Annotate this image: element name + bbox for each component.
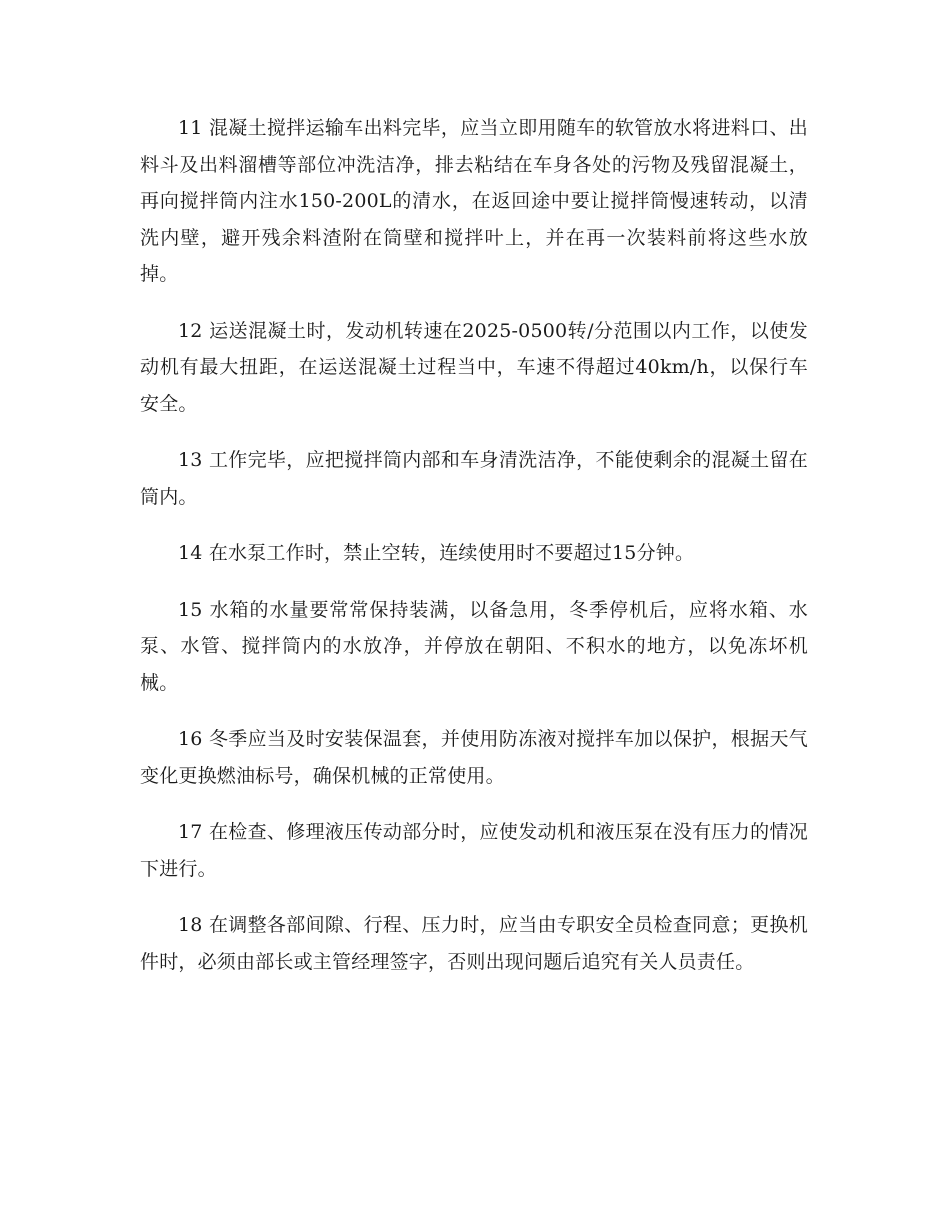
- paragraph-17: 17 在检查、修理液压传动部分时，应使发动机和液压泵在没有压力的情况下进行。: [140, 821, 808, 880]
- document-body: [140, 110, 808, 1000]
- paragraph-14: 14 在水泵工作时，禁止空转，连续使用时不要超过15分钟。: [178, 542, 695, 564]
- paragraph-13: 13 工作完毕，应把搅拌筒内部和车身清洗洁净，不能使剩余的混凝土留在筒内。: [140, 449, 808, 508]
- paragraph-12: 12 运送混凝土时，发动机转速在2025-0500转/分范围以内工作，以使发动机有最大扭距，在运送混凝土过程当中，车速不得超过40km/h，以保行车安全。: [140, 319, 808, 415]
- paragraph-16: 16 冬季应当及时安装保温套，并使用防冻液对搅拌车加以保护，根据天气变化更换燃油标号，确保机械的正常使用。: [140, 728, 808, 787]
- paragraph-15: 15 水箱的水量要常常保持装满，以备急用，冬季停机后，应将水箱、水泵、水管、搅拌筒内的水放净，并停放在朝阳、不积水的地方，以免冻坏机械。: [140, 598, 808, 694]
- paragraph-11: 11 混凝土搅拌运输车出料完毕，应当立即用随车的软管放水将进料口、出料斗及出料溜槽等部位冲洗洁净，排去粘结在车身各处的污物及残留混凝土，再向搅拌筒内注水150-200L的清水，在返回途中要让搅拌筒慢速转动，以清洗内壁，避开残余料渣附在筒壁和搅拌叶上，并在再一次装料前将这些水放掉。: [140, 117, 808, 285]
- paragraph-18: 18 在调整各部间隙、行程、压力时，应当由专职安全员检查同意；更换机件时，必须由部长或主管经理签字，否则出现问题后追究有关人员责任。: [140, 914, 808, 973]
